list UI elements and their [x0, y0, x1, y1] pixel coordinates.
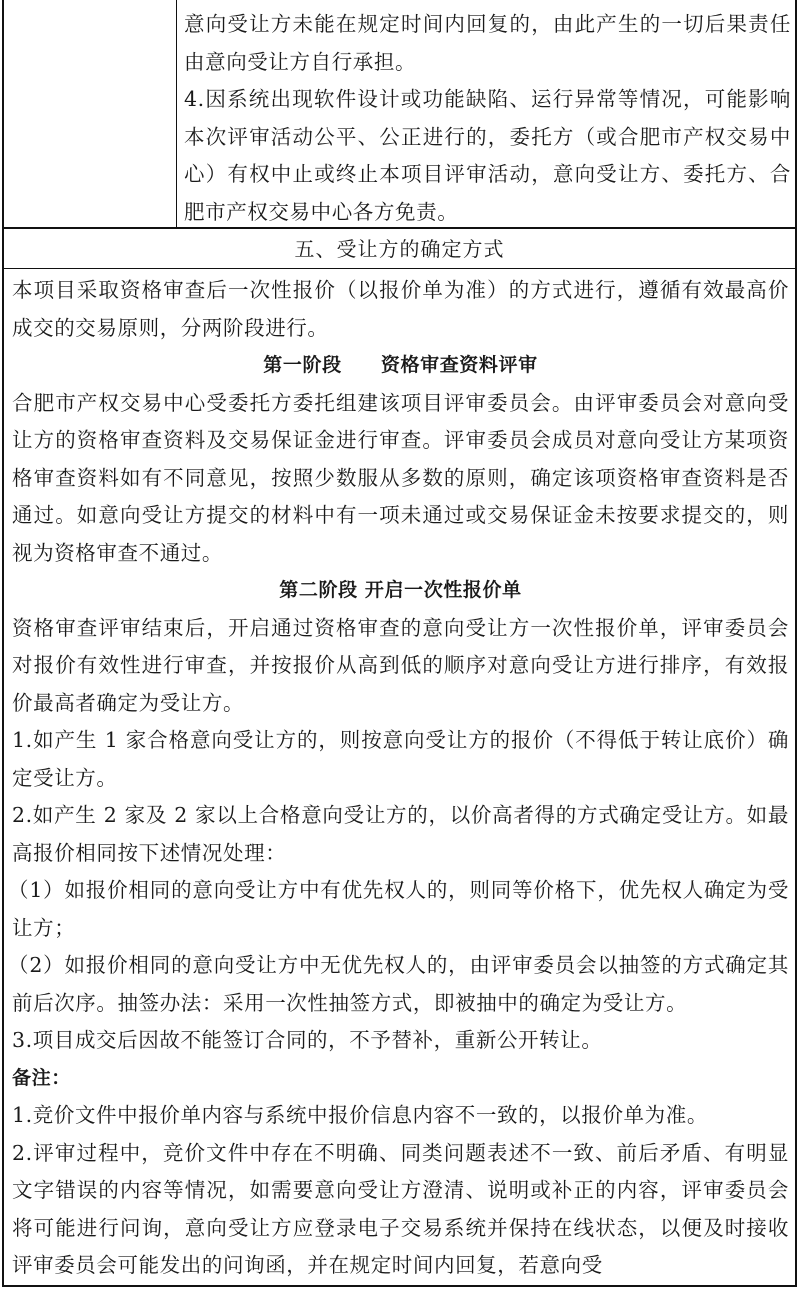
list-item: （1）如报价相同的意向受让方中有优先权人的，则同等价格下，优先权人确定为受让方；	[8, 878, 789, 940]
table-row-top	[4, 0, 795, 229]
stage2-text: 资格审查评审结束后，开启通过资格审查的意向受让方一次性报价单，评审委员会对报价有效性进行审查，并按报价从高到低的顺序对意向受让方进行排序，有效报价最高者确定为受让方。	[12, 615, 789, 715]
list-item: （2）如报价相同的意向受让方中无优先权人的，由评审委员会以抽签的方式确定其前后次序。抽签办法：采用一次性抽签方式，即被抽中的确定为受让方。	[8, 953, 789, 1015]
section-title: 五、受让方的确定方式	[4, 229, 795, 269]
notes-label: 备注：	[12, 1066, 71, 1089]
list-item: 3.项目成交后因故不能签订合同的，不予替补，重新公开转让。	[12, 1028, 603, 1052]
document-table	[2, 0, 797, 1287]
note-item: 2.评审过程中，竞价文件中存在不明确、同类问题表述不一致、前后矛盾、有明显文字错误的内容等情况，如需要意向受让方澄清、说明或补正的内容，评审委员会将可能进行问询，意向受让方应登录电子交易系统并保持在线状态，以便及时接收评审委员会可能发出的问询函，并在规定时间内回复，若意向受	[12, 1140, 789, 1277]
table-cell-empty	[4, 0, 177, 227]
stage1-title: 第一阶段 资格审查资料评审	[263, 354, 538, 376]
section-body	[4, 270, 795, 1285]
list-item: 1.如产生 1 家合格意向受让方的，则按意向受让方的报价（不得低于转让底价）确定受让方。	[12, 728, 789, 790]
paragraph: 4.因系统出现软件设计或功能缺陷、运行异常等情况，可能影响本次评审活动公平、公正进行的，委托方（或合肥市产权交易中心）有权中止或终止本项目评审活动，意向受让方、委托方、合肥市产权交易中心各方免责。	[184, 87, 791, 224]
stage2-title: 第二阶段 开启一次性报价单	[279, 579, 522, 601]
paragraph: 意向受让方未能在规定时间内回复的，由此产生的一切后果责任由意向受让方自行承担。	[184, 12, 791, 74]
table-cell-content	[178, 0, 795, 227]
note-item: 1.竞价文件中报价单内容与系统中报价信息内容不一致的，以报价单为准。	[12, 1103, 708, 1127]
stage1-text: 合肥市产权交易中心受委托方委托组建该项目评审委员会。由评审委员会对意向受让方的资格审查资料及交易保证金进行审查。评审委员会成员对意向受让方某项资格审查资料如有不同意见，按照少数服从多数的原则，确定该项资格审查资料是否通过。如意向受让方提交的材料中有一项未通过或交易保证金未按要求提交的，则视为资格审查不通过。	[12, 390, 789, 565]
intro-paragraph: 本项目采取资格审查后一次性报价（以报价单为准）的方式进行，遵循有效最高价成交的交易原则，分两阶段进行。	[12, 278, 789, 340]
list-item: 2.如产生 2 家及 2 家以上合格意向受让方的，以价高者得的方式确定受让方。如最高报价相同按下述情况处理：	[12, 803, 789, 865]
